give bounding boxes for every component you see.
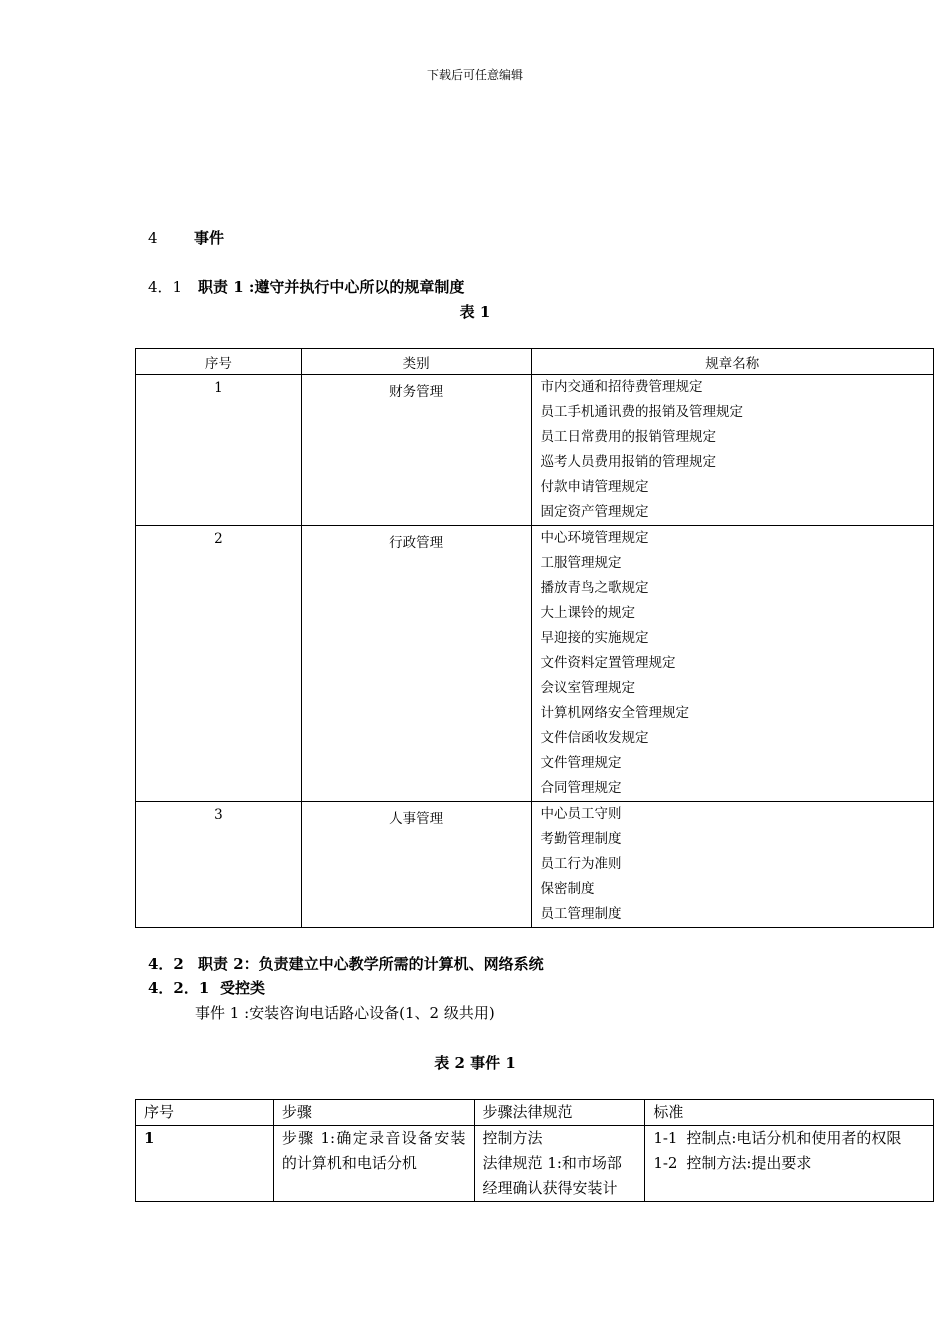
column-header-regulation-name: 规章名称 bbox=[531, 349, 934, 375]
section-4-2-1-heading bbox=[148, 977, 265, 998]
column-header-category: 类别 bbox=[301, 349, 531, 375]
standard-text: 控制方法:提出要求 bbox=[686, 1154, 812, 1172]
section-4-2-heading bbox=[148, 953, 544, 974]
section-4-1-heading bbox=[148, 276, 464, 297]
section-4-heading bbox=[148, 227, 224, 248]
standard-code: 1-1 bbox=[653, 1129, 678, 1147]
table-row bbox=[136, 802, 934, 928]
row-number: 1 bbox=[136, 375, 302, 526]
column-header-no: 序号 bbox=[136, 349, 302, 375]
section-title: 事件 bbox=[194, 229, 225, 247]
table-2-caption: 表 2 事件 1 bbox=[434, 1054, 516, 1072]
row-number: 1 bbox=[136, 1126, 274, 1202]
regulation-item: 员工行为准则 bbox=[540, 856, 622, 872]
regulation-item: 付款申请管理规定 bbox=[540, 479, 649, 495]
norm-line: 控制方法 bbox=[482, 1129, 543, 1147]
regulations-table bbox=[135, 348, 934, 928]
standard-cell bbox=[645, 1126, 934, 1202]
column-header-no: 序号 bbox=[136, 1100, 274, 1126]
standard-text: 控制点:电话分机和使用者的权限 bbox=[686, 1129, 902, 1147]
category-cell: 人事管理 bbox=[301, 802, 531, 928]
table-row bbox=[136, 1126, 934, 1202]
norm-cell bbox=[474, 1126, 645, 1202]
page-header: 下载后可任意编辑 bbox=[426, 68, 523, 82]
table-row bbox=[136, 526, 934, 802]
regulation-item: 早迎接的实施规定 bbox=[540, 630, 649, 646]
step-cell: 步骤 1:确定录音设备安装的计算机和电话分机 bbox=[273, 1126, 474, 1202]
norm-line: 经理确认获得安装计 bbox=[482, 1179, 618, 1197]
regulation-item: 中心员工守则 bbox=[540, 806, 622, 822]
column-header-step-norm: 步骤法律规范 bbox=[474, 1100, 645, 1126]
section-title: 职责 2：负责建立中心教学所需的计算机、网络系统 bbox=[198, 955, 544, 973]
table-header-row bbox=[136, 1100, 934, 1126]
table-row bbox=[136, 375, 934, 526]
regulation-item: 计算机网络安全管理规定 bbox=[540, 705, 689, 721]
regulation-item: 巡考人员费用报销的管理规定 bbox=[540, 454, 716, 470]
column-header-step: 步骤 bbox=[273, 1100, 474, 1126]
regulation-item: 员工手机通讯费的报销及管理规定 bbox=[540, 404, 743, 420]
regulation-item: 文件资料定置管理规定 bbox=[540, 655, 676, 671]
regulation-item: 保密制度 bbox=[540, 881, 595, 897]
table-header-row bbox=[136, 349, 934, 375]
regulation-item: 文件管理规定 bbox=[540, 755, 622, 771]
regulation-item: 考勤管理制度 bbox=[540, 831, 622, 847]
regulation-item: 市内交通和招待费管理规定 bbox=[540, 379, 703, 395]
regulation-list-cell bbox=[531, 375, 934, 526]
standard-code: 1-2 bbox=[653, 1154, 678, 1172]
regulation-item: 大上课铃的规定 bbox=[540, 605, 635, 621]
regulation-item: 员工管理制度 bbox=[540, 906, 622, 922]
regulation-item: 播放青鸟之歌规定 bbox=[540, 580, 649, 596]
category-cell: 财务管理 bbox=[301, 375, 531, 526]
table-1-caption: 表 1 bbox=[459, 303, 491, 321]
standard-item bbox=[653, 1126, 925, 1151]
regulation-item: 会议室管理规定 bbox=[540, 680, 635, 696]
regulation-item: 固定资产管理规定 bbox=[540, 504, 649, 520]
section-title: 职责 1 :遵守并执行中心所以的规章制度 bbox=[198, 278, 465, 296]
section-number: 4．2 bbox=[148, 955, 184, 973]
row-number: 3 bbox=[136, 802, 302, 928]
regulation-item: 员工日常费用的报销管理规定 bbox=[540, 429, 716, 445]
section-number: 4 bbox=[148, 229, 158, 247]
event-description: 事件 1 :安装咨询电话路心设备(1、2 级共用) bbox=[195, 1004, 495, 1022]
event-steps-table bbox=[135, 1099, 934, 1202]
regulation-item: 合同管理规定 bbox=[540, 780, 622, 796]
regulation-item: 文件信函收发规定 bbox=[540, 730, 649, 746]
column-header-standard: 标准 bbox=[645, 1100, 934, 1126]
norm-line: 法律规范 1:和市场部 bbox=[482, 1154, 622, 1172]
section-number: 4．1 bbox=[148, 278, 183, 296]
row-number: 2 bbox=[136, 526, 302, 802]
regulation-list-cell bbox=[531, 802, 934, 928]
regulation-item: 中心环境管理规定 bbox=[540, 530, 649, 546]
regulation-list-cell bbox=[531, 526, 934, 802]
category-cell: 行政管理 bbox=[301, 526, 531, 802]
regulation-item: 工服管理规定 bbox=[540, 555, 622, 571]
standard-item bbox=[653, 1151, 925, 1176]
section-number: 4．2．1 bbox=[148, 979, 210, 997]
section-title: 受控类 bbox=[220, 979, 266, 997]
